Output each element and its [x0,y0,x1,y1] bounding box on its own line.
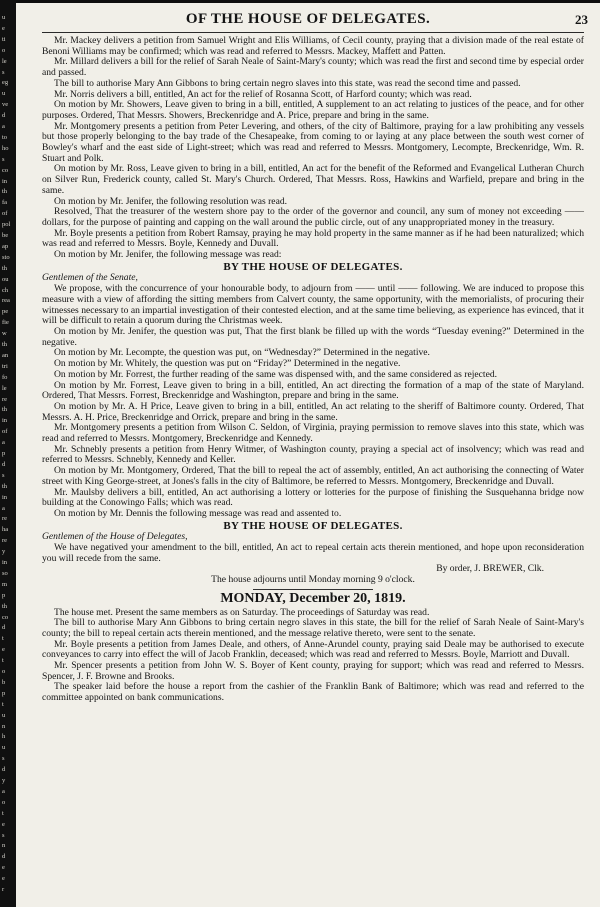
margin-fragment: b [2,678,6,686]
margin-fragment: s [2,831,5,839]
margin-fragment: tri [2,362,8,370]
journal-paragraph: On motion by Mr. Whitely, the question was put on “Friday?” Determined in the negative. [54,358,401,370]
journal-paragraph: Mr. Spencer presents a petition from John W. S. Boyer of Kent county, praying for support; which was read and referred to Messrs. Spencer, J. F. Browne and Brooks. [42,660,584,682]
margin-fragment: re [2,537,8,545]
margin-fragment: o [2,798,6,806]
section-rule [253,589,373,590]
adjournment-line: The house adjourns until Monday morning 9 o'clock. [211,574,415,586]
journal-paragraph: The bill to authorise Mary Ann Gibbons to bring certain negro slaves into this state, was read the second time and passed. [54,77,521,89]
margin-fragment: th [2,188,8,196]
margin-fragment: a [2,504,5,512]
journal-paragraph: On motion by Mr. Forrest, the further reading of the same was dispensed with, and the same considered as rejected. [54,368,498,380]
journal-paragraph: Mr. Montgomery presents a petition from Peter Levering, and others, of the city of Baltimore, praying for a law prohibiting any vessels but those properly belonging to the bay trade of the Chesapeake, from coming to or laying at any place between the south west corner of Bowley's wharf and the east side of Light-street; which was read and referred to Messrs. Montgomery, Lecompte, Breckenridge, Wm. R. Stuart and Polk. [42,120,584,164]
journal-paragraph: Mr. Maulsby delivers a bill, entitled, An act authorising a lottery or lotteries for the purpose of finishing the Susquehanna bridge now building at the Conowingo Falls; which was read. [42,486,584,509]
margin-fragment: u [2,711,6,719]
margin-fragment: of [2,428,8,436]
margin-fragment: ti [2,35,6,43]
margin-fragment: eg [2,79,9,87]
margin-fragment: ch [2,286,9,294]
margin-fragment: o [2,46,6,54]
margin-fragment: rea [2,297,10,305]
margin-fragment: in [2,559,8,566]
margin-fragment: of [2,210,8,218]
margin-fragment: le [2,384,7,392]
margin-fragment: d [2,624,6,632]
journal-text-column [42,36,584,704]
margin-fragment: d [2,112,6,120]
margin-fragment: t [2,809,4,817]
margin-fragment: ou [2,275,9,283]
margin-fragment: n [2,722,6,730]
margin-fragment: d [2,853,6,861]
journal-paragraph: On motion by Mr. Forrest, Leave given to bring in a bill, entitled, An act directing the formation of a map of the state of Maryland. Ordered, That Messrs. Forrest, Breckenridge and Washington, prepare and bring in the same. [42,379,584,402]
journal-paragraph: Mr. Schnebly presents a petition from Henry Witmer, of Washington county, praying a special act of insolvency; which was read and referred to Messrs. Schnebly, Kennedy and Keller. [42,443,584,466]
journal-paragraph: Resolved, That the treasurer of the western shore pay to the order of the governor and council, any sum of money not exceeding —— dollars, for the purpose of painting and capping on the wall around the public circle, out of any unappropriated money in the treasury. [42,206,584,228]
margin-fragment: th [2,602,8,610]
journal-paragraph: Mr. Montgomery presents a petition from Wilson C. Seldon, of Virginia, praying permission to remove slaves into this state, which was read and referred to Messrs. Montgomery, Breckenridge and Kennedy. [42,422,584,445]
margin-fragment: d [2,766,6,774]
margin-fragment: so [2,569,8,577]
margin-fragment: le [2,57,7,65]
margin-fragment: s [2,155,5,163]
margin-fragment: w [2,330,7,338]
margin-fragment: a [2,787,5,795]
journal-paragraph: On motion by Mr. Jenifer, the following resolution was read. [54,195,288,207]
margin-fragment: th [2,482,8,490]
journal-paragraph: The bill to authorise Mary Ann Gibbons to bring certain negro slaves in this state, the bill for the relief of Sarah Neale of Saint-Mary's county; the bill to repeal certain acts therein mentioned, and the message relative thereto, were sent to the senate. [42,617,584,639]
margin-fragment: d [2,460,6,468]
journal-paragraph: On motion by Mr. Dennis the following message was read and assented to. [54,507,342,519]
margin-fragment: ho [2,144,9,152]
running-title: OF THE HOUSE OF DELEGATES. [185,11,431,27]
margin-fragment: fie [2,319,9,327]
signature-line: By order, J. BREWER, Clk. [436,563,544,575]
journal-paragraph: Mr. Mackey delivers a petition from Samuel Wright and Elis Williams, of Cecil county, praying that a division made of the real estate of Benoni Williams may be confirmed; which was read and referred to Messrs. Mackey, Maffett and Patten. [42,35,584,57]
journal-paragraph: On motion by Mr. Montgomery, Ordered, That the bill to repeal the act of assembly, entitled, An act authorising the connecting of Water street with King George-street, at Jones's falls in the city of Baltimore, be referred to Messrs. Montgomery, Breckenridge and Duvall. [42,465,584,487]
margin-fragment: sto [2,253,10,261]
margin-fragment: e [2,820,5,828]
margin-fragment: a [2,123,5,130]
margin-fragment: e [2,646,5,654]
margin-fragment: s [2,68,5,76]
salutation: Gentlemen of the Senate, [42,272,138,284]
margin-fragment: t [2,657,4,665]
journal-paragraph: The speaker laid before the house a report from the cashier of the Franklin Bank of Baltimore; which was read and referred to the committee appointed on bank communications. [42,681,584,704]
header-rule [42,32,584,33]
margin-fragment: p [2,591,6,599]
journal-paragraph: Mr. Norris delivers a bill, entitled, An act for the relief of Rosanna Scott, of Harford county; which was read. [54,88,472,100]
margin-fragment: e [2,864,5,872]
margin-fragment: h [2,733,6,741]
margin-fragment: an [2,351,9,359]
adjacent-page-margin [0,0,16,907]
journal-paragraph: We propose, with the concurrence of your honourable body, to adjourn from —— until —— following. We are induced to propose this measure with a view of affording the sitting members from Calvert county, the same opportunity, with the memorialists, of procuring their witnesses necessary to an impartial investigation of their contested election, and at the same time believing, as experience has evinced, that it will be difficult to retain a quorum during the Christmas week. [42,283,584,327]
margin-fragment: t [2,700,4,708]
margin-fragment: in [2,417,8,425]
margin-fragment: ap [2,242,9,250]
journal-paragraph: On motion by Mr. A. H Price, Leave given to bring in a bill, entitled, An act relating to the sheriff of Baltimore county. Ordered, That Messrs. A. H. Price, Breckenridge and Orrick, prepare and bring in the same. [42,400,584,423]
margin-fragment: y [2,548,6,556]
margin-fragment: th [2,406,8,414]
margin-fragment: to [2,133,8,141]
margin-fragment: fa [2,199,8,207]
margin-fragment: re [2,395,8,403]
journal-paragraph: On motion by Mr. Ross, Leave given to bring in a bill, entitled, An act for the benefit of the Reformed and Evangelical Lutheran Church on Silver Run, Frederick county, called St. Mary's Church. Ordered, That Messrs. Ross, Hawkins and Warfield, prepare and bring in the same. [42,163,584,196]
margin-fragment: m [2,580,8,588]
margin-fragment: n [2,842,6,850]
margin-fragment: pol [2,221,11,229]
section-heading: BY THE HOUSE OF DELEGATES. [223,519,403,532]
journal-paragraph: On motion by Mr. Jenifer, the following message was read: [54,249,282,261]
journal-paragraph: Mr. Millard delivers a bill for the relief of Sarah Neale of Saint-Mary's county; which was read the first and second time by especial order and passed. [42,56,584,79]
margin-fragment: p [2,689,6,697]
margin-fragment: e [2,875,5,883]
salutation: Gentlemen of the House of Delegates, [42,531,188,543]
section-heading: BY THE HOUSE OF DELEGATES. [223,260,403,273]
margin-fragment: u [2,90,6,98]
margin-fragment: e [2,24,5,32]
margin-fragment: in [2,493,8,501]
journal-paragraph: On motion by Mr. Showers, Leave given to bring in a bill, entitled, A supplement to an act relating to justices of the peace, and for other purposes. Ordered, That Messrs. Showers, Breckenridge and A. Price, prepare and bring in the same. [42,99,584,121]
document-page [16,3,600,907]
margin-fragment: be [2,232,9,239]
margin-fragment: th [2,341,8,348]
margin-fragment: a [2,439,5,447]
margin-fragment: o [2,668,6,675]
margin-fragment: y [2,777,6,784]
journal-paragraph: On motion by Mr. Lecompte, the question was put, on “Wednesday?” Determined in the negative. [54,347,430,359]
page-header [16,11,600,31]
margin-fragment: pe [2,308,9,316]
margin-fragment: s [2,755,5,763]
margin-fragment: u [2,14,6,21]
margin-fragment: th [2,264,8,272]
journal-paragraph: Mr. Boyle presents a petition from James Deale, and others, of Anne-Arundel county, praying said Deale may be authorised to execute conveyances to carry into effect the will of Jacob Franklin, deceased; which was read and referred to Messrs. Boyle, Marriott and Duvall. [42,638,584,661]
margin-fragment: ha [2,526,9,534]
margin-fragment: s [2,471,5,479]
margin-fragment: ve [2,101,9,109]
journal-paragraph: Mr. Boyle presents a petition from Robert Ramsay, praying he may hold property in the same manner as if he had been naturalized; which was read and referred to Messrs. Boyle, Kennedy and Duvall. [42,227,584,250]
margin-fragment: r [2,886,5,893]
margin-fragment: co [2,613,9,621]
margin-fragment: in [2,177,8,185]
margin-fragment: re [2,515,8,523]
margin-fragment: p [2,450,6,457]
margin-fragment: t [2,635,4,643]
margin-fragment: u [2,744,6,752]
journal-paragraph: We have negatived your amendment to the bill, entitled, An act to repeal certain acts therein mentioned, and hope upon reconsideration you will recede from the same. [42,542,584,564]
margin-fragment: fo [2,373,8,381]
journal-paragraph: The house met. Present the same members as on Saturday. The proceedings of Saturday was read. [54,606,430,618]
page-number: 23 [575,12,588,27]
journal-paragraph: On motion by Mr. Jenifer, the question was put, That the first blank be filled up with the words “Tuesday evening?” Determined in the negative. [42,325,584,348]
margin-fragment: co [2,166,9,174]
date-heading: MONDAY, December 20, 1819. [220,590,406,606]
